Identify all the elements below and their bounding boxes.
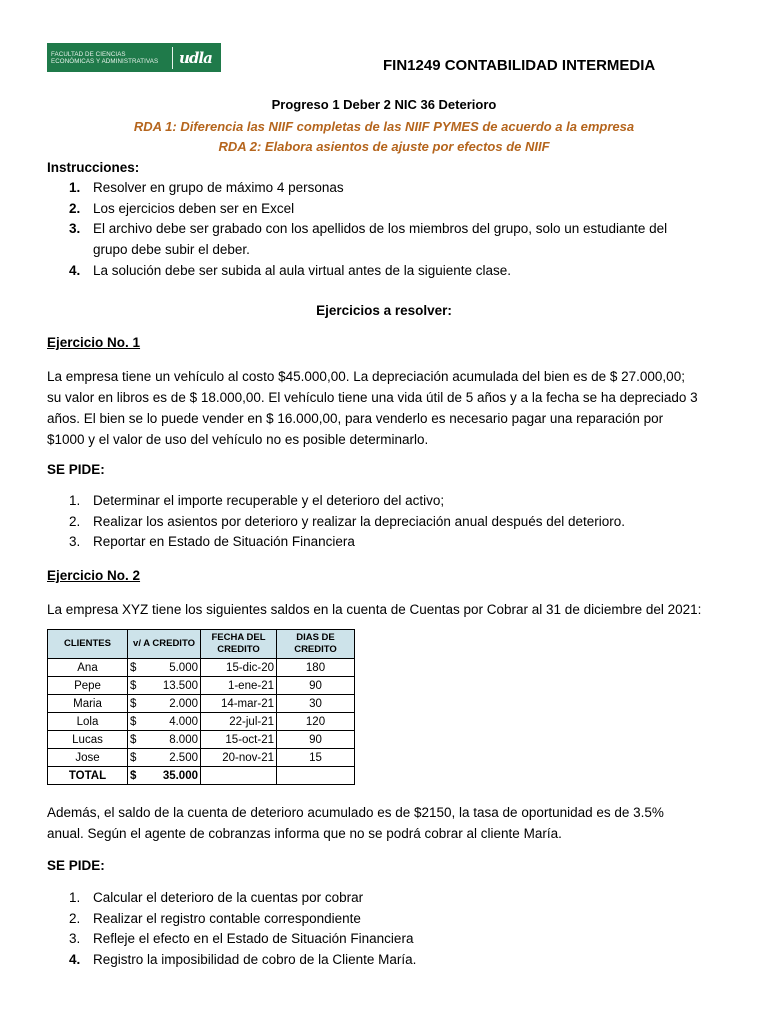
- table-total-row: TOTAL $ 35.000: [48, 767, 355, 785]
- course-title: FIN1249 CONTABILIDAD INTERMEDIA: [383, 57, 656, 74]
- exercises-heading: Ejercicios a resolver:: [316, 303, 452, 318]
- rda-1: RDA 1: Diferencia las NIIF completas de las NIIF PYMES de acuerdo a la empresa: [133, 119, 635, 134]
- logo-divider: [172, 47, 173, 69]
- list-item: 1. Determinar el importe recuperable y el deterioro del activo;: [69, 493, 445, 508]
- rda-2: RDA 2: Elabora asientos de ajuste por efectos de NIIF: [218, 139, 550, 154]
- col-header-clientes: CLIENTES: [48, 630, 128, 659]
- exercise-2-tasks: [47, 888, 416, 971]
- list-item: grupo debe subir el deber.: [93, 242, 250, 258]
- exercise-2-intro: La empresa XYZ tiene los siguientes saldos en la cuenta de Cuentas por Cobrar al 31 de diciembre del 2021:: [47, 602, 702, 617]
- exercise-2-heading: Ejercicio No. 2: [47, 568, 141, 583]
- list-item: 1. Calcular el deterioro de la cuentas por cobrar: [69, 890, 364, 905]
- exercise-1-tasks: [47, 491, 625, 553]
- table-row: Lucas $ 8.000 15-oct-21 90: [48, 731, 355, 749]
- exercise-1-se-pide: SE PIDE:: [47, 462, 105, 477]
- assignment-title: Progreso 1 Deber 2 NIC 36 Deterioro: [271, 97, 497, 112]
- exercise-1-heading: Ejercicio No. 1: [47, 335, 141, 350]
- list-item: 3. El archivo debe ser grabado con los apellidos de los miembros del grupo, solo un estudiante del: [69, 221, 668, 237]
- list-item: 3. Reportar en Estado de Situación Financiera: [69, 534, 355, 550]
- university-logo: [47, 43, 221, 72]
- exercise-1-statement: La empresa tiene un vehículo al costo $45.000,00. La depreciación acumulada del bien es de $ 27.000,00; su valor en libros es de $ 18.000,00. El vehículo tiene una vida útil de 5 años y a la fecha se ha depreciado 3 años. El bien se lo puede vender en $ 16.000,00, para venderlo es necesario pagar una reparación por $1000 y el valor de uso del vehículo no es posible determinarlo.: [47, 369, 698, 447]
- list-item: 4. Registro la imposibilidad de cobro de la Cliente María.: [69, 952, 417, 968]
- list-item: 2. Realizar el registro contable correspondiente: [69, 910, 361, 926]
- table-row: Lola $ 4.000 22-jul-21 120: [48, 713, 355, 731]
- exercise-2-details: Además, el saldo de la cuenta de deterioro acumulado es de $2150, la tasa de oportunidad es de 3.5% anual. Según el agente de cobranzas informa que no se podrá cobrar al cliente María.: [47, 805, 664, 841]
- col-header-fecha: FECHA DEL CREDITO: [201, 630, 277, 659]
- exercise-2-se-pide: SE PIDE:: [47, 858, 105, 873]
- instructions-heading: Instrucciones:: [47, 160, 140, 175]
- table-row: Jose $ 2.500 20-nov-21 15: [48, 749, 355, 767]
- list-item: 1. Resolver en grupo de máximo 4 personas: [69, 180, 344, 195]
- table-header-row: [48, 630, 355, 659]
- table-row: Ana $ 5.000 15-dic-20 180: [48, 659, 355, 677]
- accounts-receivable-table: [47, 629, 355, 785]
- table-row: Pepe $ 13.500 1-ene-21 90: [48, 677, 355, 695]
- col-header-dias: DIAS DE CREDITO: [277, 630, 355, 659]
- list-item: 2. Realizar los asientos por deterioro y realizar la depreciación anual después del deterioro.: [69, 513, 626, 529]
- list-item: 3. Refleje el efecto en el Estado de Situación Financiera: [69, 931, 414, 947]
- table-row: Maria $ 2.000 14-mar-21 30: [48, 695, 355, 713]
- list-item: 2. Los ejercicios deben ser en Excel: [69, 200, 295, 216]
- col-header-valor: v/ A CREDITO: [128, 630, 201, 659]
- list-item: 4. La solución debe ser subida al aula virtual antes de la siguiente clase.: [69, 262, 512, 278]
- instructions-list: [47, 178, 667, 282]
- logo-mark: udla: [179, 48, 212, 67]
- logo-faculty-text: FACULTAD DE CIENCIAS ECONÓMICAS Y ADMINISTRATIVAS: [51, 50, 159, 65]
